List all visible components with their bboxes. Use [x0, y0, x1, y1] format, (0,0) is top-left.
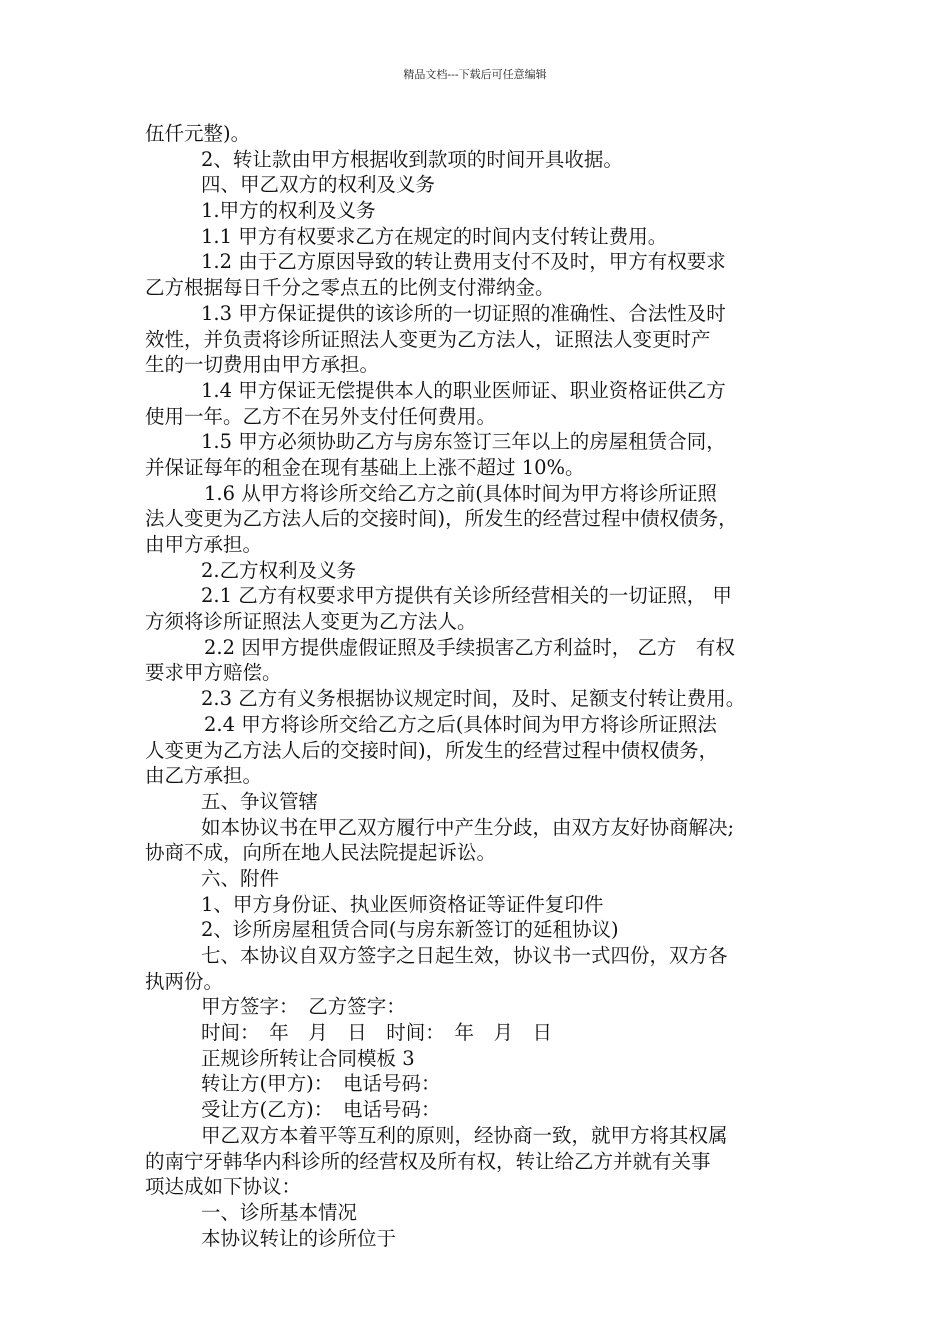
text-line: 项达成如下协议： — [145, 1175, 302, 1199]
text-line: 甲乙双方本着平等互利的原则，经协商一致，就甲方将其权属 — [201, 1123, 728, 1147]
text-line: 受让方(乙方)： 电话号码： — [201, 1098, 441, 1122]
text-line: 方须将诊所证照法人变更为乙方法人。 — [145, 610, 477, 634]
text-line: 并保证每年的租金在现有基础上上涨不超过 10%。 — [145, 455, 585, 479]
text-line: 甲方签字： 乙方签字： — [201, 995, 406, 1019]
text-line: 五、争议管辖 — [201, 789, 319, 813]
text-line: 法人变更为乙方法人后的交接时间)，所发生的经营过程中债权债务， — [145, 507, 738, 531]
text-line: 1、甲方身份证、执业医师资格证等证件复印件 — [201, 892, 604, 916]
page-header: 精品文档---下载后可任意编辑 — [403, 68, 547, 81]
text-line: 乙方根据每日千分之零点五的比例支付滞纳金。 — [145, 276, 555, 300]
text-line: 效性，并负责将诊所证照法人变更为乙方法人，证照法人变更时产 — [145, 327, 711, 351]
text-line: 生的一切费用由甲方承担。 — [145, 353, 380, 377]
text-line: 一、诊所基本情况 — [201, 1200, 358, 1224]
text-line: 正规诊所转让合同模板 3 — [201, 1046, 415, 1070]
text-line: 协商不成，向所在地人民法院提起诉讼。 — [145, 841, 497, 865]
text-line: 1.2 由于乙方原因导致的转让费用支付不及时，甲方有权要求 — [201, 250, 726, 274]
text-line: 1.甲方的权利及义务 — [201, 199, 376, 223]
text-line: 1.6 从甲方将诊所交给乙方之前(具体时间为甲方将诊所证照 — [204, 481, 717, 505]
text-line: 人变更为乙方法人后的交接时间)，所发生的经营过程中债权债务， — [145, 738, 719, 762]
text-line: 本协议转让的诊所位于 — [201, 1226, 397, 1250]
text-line: 伍仟元整)。 — [145, 122, 251, 145]
text-line: 2.1 乙方有权要求甲方提供有关诊所经营相关的一切证照， 甲 — [201, 584, 732, 608]
text-line: 2.3 乙方有义务根据协议规定时间，及时、足额支付转让费用。 — [201, 687, 746, 711]
text-line: 四、甲乙双方的权利及义务 — [201, 173, 436, 197]
text-line: 1.4 甲方保证无偿提供本人的职业医师证、职业资格证供乙方 — [201, 378, 726, 402]
text-line: 七、本协议自双方签字之日起生效，协议书一式四份，双方各 — [201, 944, 728, 967]
text-line: 2、诊所房屋租赁合同(与房东新签订的延租协议) — [201, 918, 619, 942]
text-line: 2.2 因甲方提供虚假证照及手续损害乙方利益时， 乙方 有权 — [204, 635, 735, 659]
text-line: 要求甲方赔偿。 — [145, 661, 282, 685]
text-line: 2、转让款由甲方根据收到款项的时间开具收据。 — [201, 147, 623, 171]
text-line: 时间： 年 月 日 时间： 年 月 日 — [201, 1021, 553, 1045]
text-line: 六、附件 — [201, 866, 280, 890]
text-line: 转让方(甲方)： 电话号码： — [201, 1072, 441, 1096]
text-line: 2.4 甲方将诊所交给乙方之后(具体时间为甲方将诊所证照法 — [204, 712, 717, 736]
text-line: 如本协议书在甲乙双方履行中产生分歧，由双方友好协商解决; — [201, 815, 735, 839]
text-line: 1.5 甲方必须协助乙方与房东签订三年以上的房屋租赁合同， — [201, 430, 726, 454]
text-line: 1.1 甲方有权要求乙方在规定的时间内支付转让费用。 — [201, 224, 668, 248]
document-body — [145, 121, 817, 1251]
text-line: 由甲方承担。 — [145, 533, 263, 556]
text-line: 1.3 甲方保证提供的该诊所的一切证照的准确性、合法性及时 — [201, 301, 726, 325]
text-line: 使用一年。乙方不在另外支付任何费用。 — [145, 404, 497, 428]
text-line: 由乙方承担。 — [145, 764, 263, 788]
text-line: 执两份。 — [145, 969, 224, 993]
text-line: 2.乙方权利及义务 — [201, 558, 357, 582]
text-line: 的南宁牙韩华内科诊所的经营权及所有权，转让给乙方并就有关事 — [145, 1149, 711, 1173]
